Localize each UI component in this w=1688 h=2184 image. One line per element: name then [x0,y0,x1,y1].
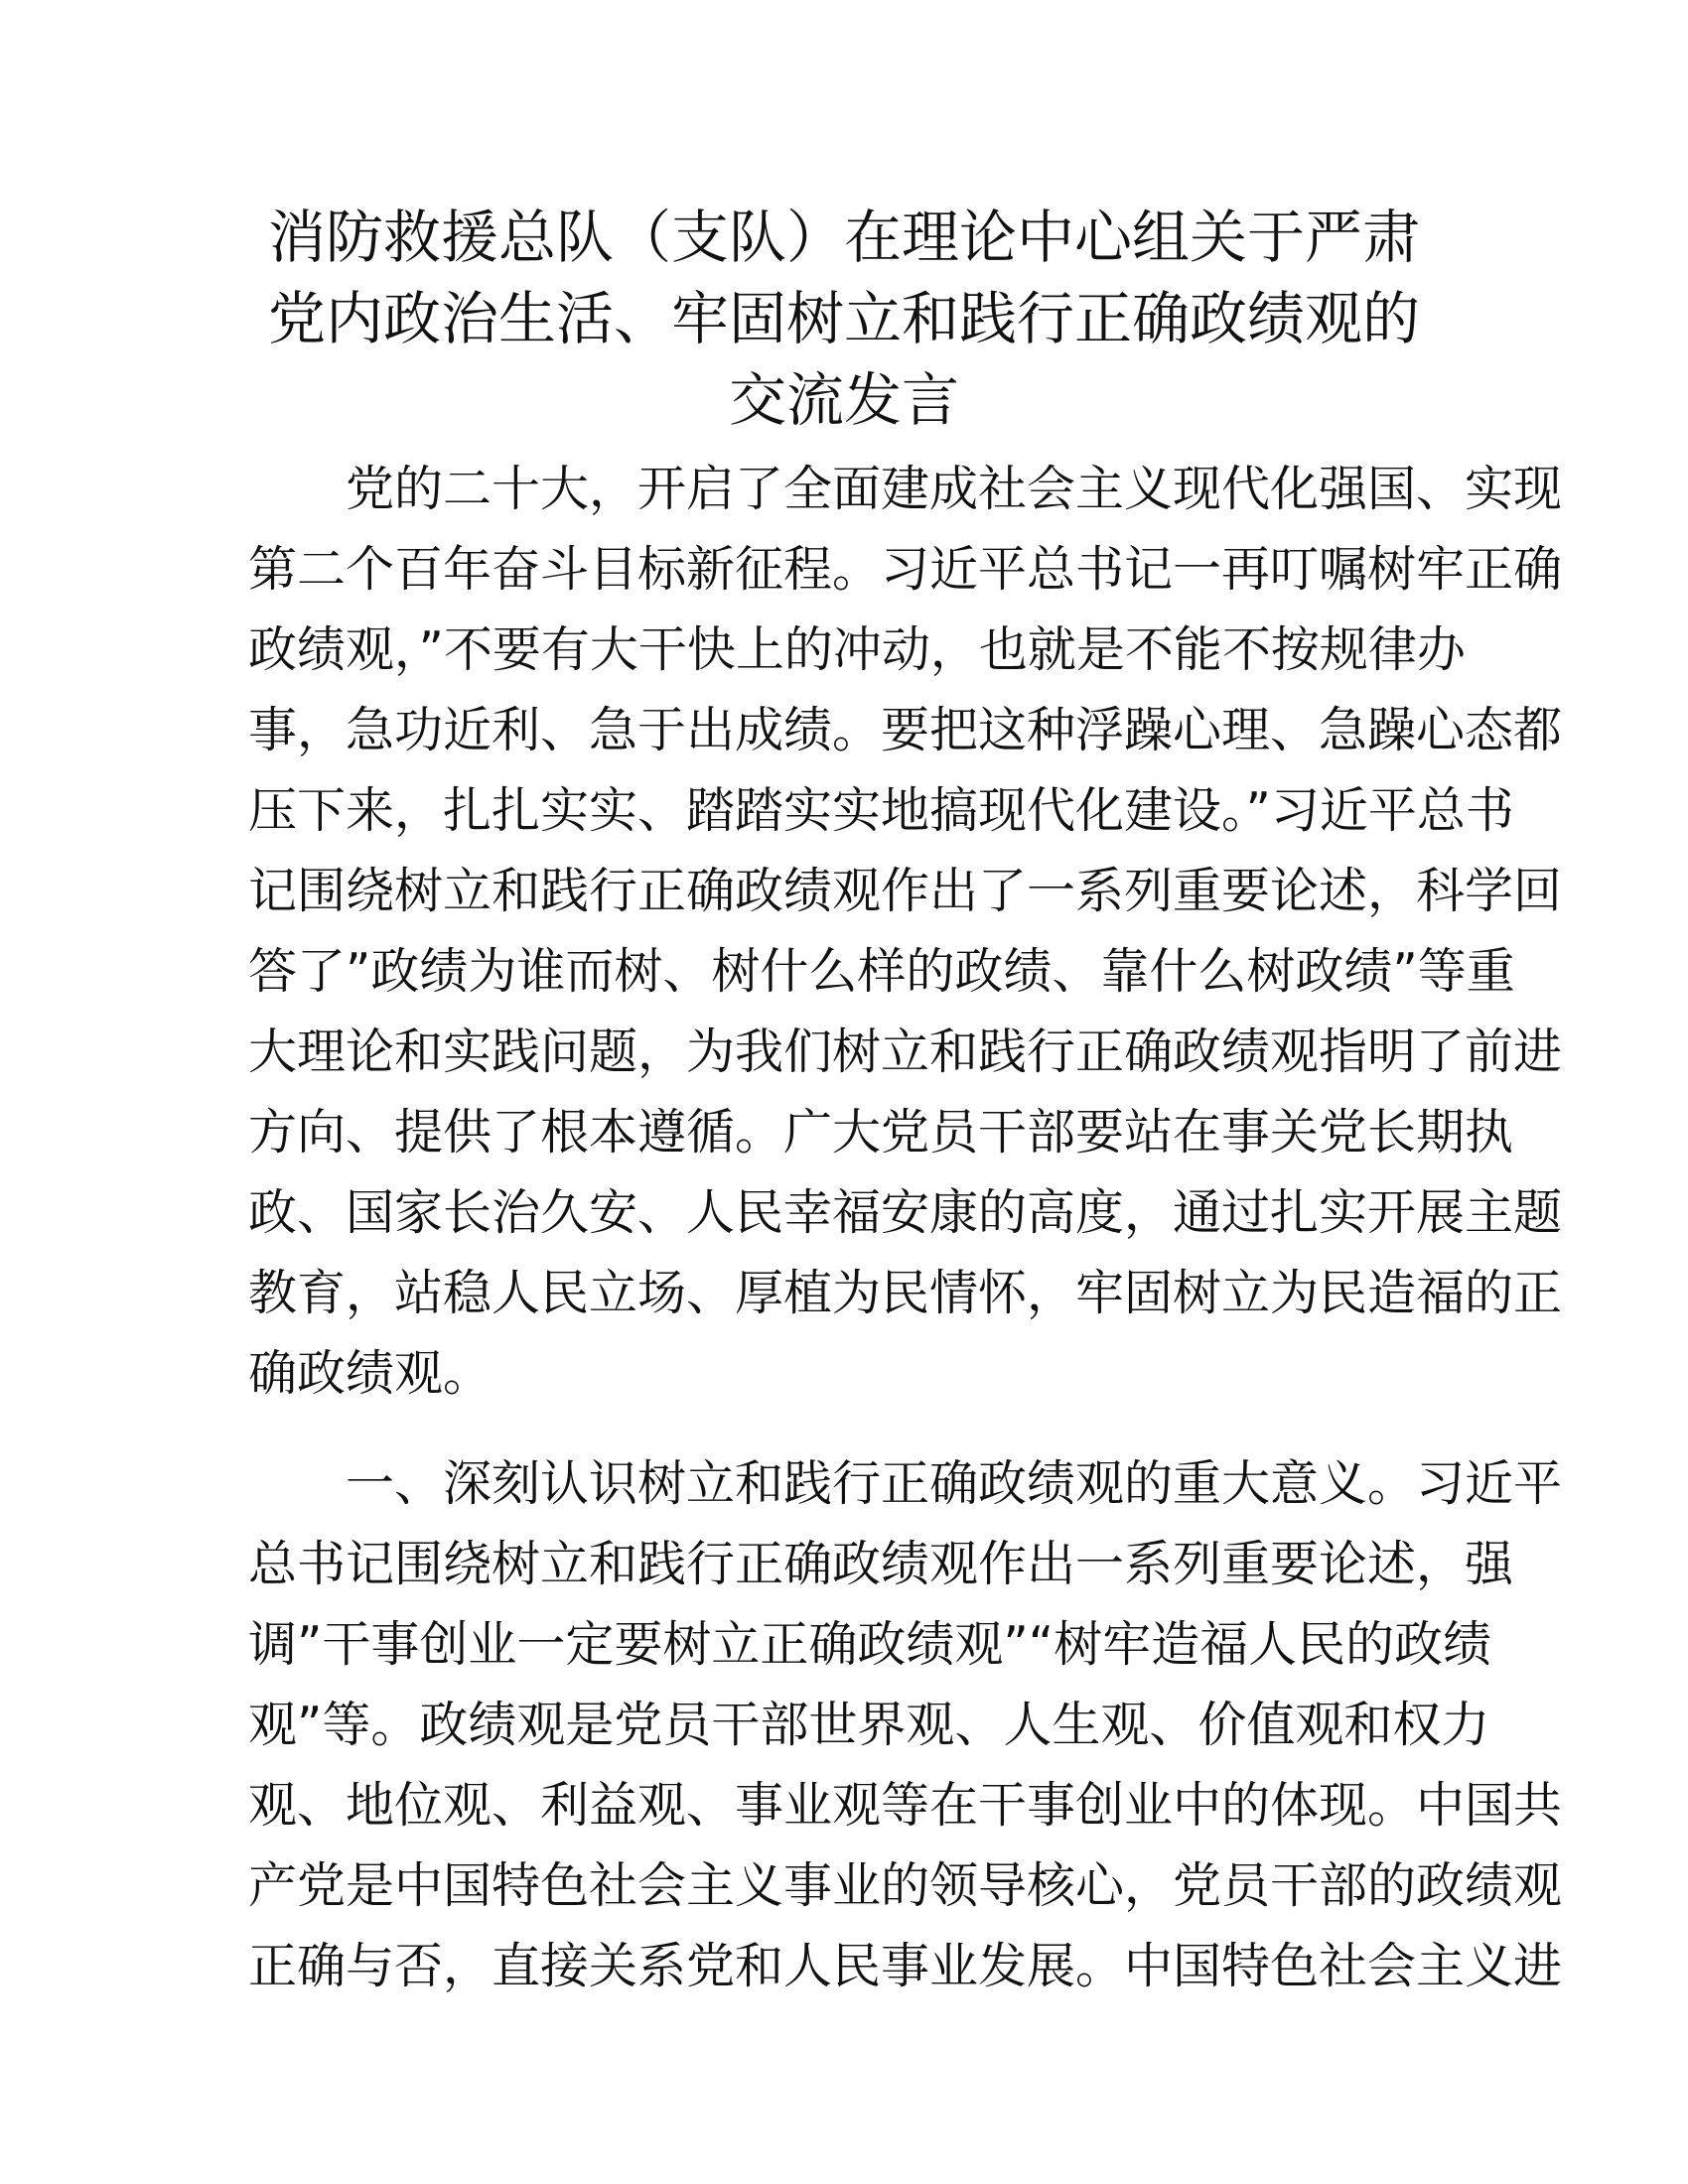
title-line: 党内政治生活、牢固树立和践行正确政绩观的 [267,285,1420,352]
paragraph-intro [248,449,1563,1414]
text-line: 压下来，扎扎实实、踏踏实实地搞现代化建设。”习近平总书 [248,782,1514,839]
text-line: 记围绕树立和践行正确政绩观作出了一系列重要论述，科学回 [248,863,1563,919]
text-line: 政绩观，”不要有大干快上的冲动，也就是不能不按规律办 [248,621,1466,678]
text-line: 调”干事创业一定要树立正确政绩观”“树牢造福人民的政绩 [248,1616,1492,1673]
title-line: 交流发言 [728,366,959,434]
text-line: 总书记围绕树立和践行正确政绩观作出一系列重要论述，强 [248,1536,1514,1592]
text-line: 答了”政绩为谁而树、树什么样的政绩、靠什么树政绩”等重 [248,943,1515,1000]
document-body [248,449,1563,2006]
text-line: 一、深刻认识树立和践行正确政绩观的重大意义。习近平 [346,1455,1563,1512]
text-line: 产党是中国特色社会主义事业的领导核心，党员干部的政绩观 [248,1857,1563,1914]
document-title [248,197,1440,441]
text-line: 教育，站稳人民立场、厚植为民情怀，牢固树立为民造福的正 [248,1265,1563,1321]
text-line: 方向、提供了根本遵循。广大党员干部要站在事关党长期执 [248,1104,1514,1160]
paragraph-section-one [248,1443,1563,2006]
text-line: 党的二十大，开启了全面建成社会主义现代化强国、实现 [346,461,1563,517]
text-line: 正确与否，直接关系党和人民事业发展。中国特色社会主义进 [248,1938,1563,1994]
text-line: 事，急功近利、急于出成绩。要把这种浮躁心理、急躁心态都 [248,702,1563,758]
paragraph-spacer [248,1414,1440,1443]
text-line: 大理论和实践问题，为我们树立和践行正确政绩观指明了前进 [248,1024,1563,1080]
text-line: 观、地位观、利益观、事业观等在干事创业中的体现。中国共 [248,1777,1563,1834]
text-line: 政、国家长治久安、人民幸福安康的高度，通过扎实开展主题 [248,1184,1563,1241]
text-line: 观”等。政绩观是党员干部世界观、人生观、价值观和权力 [248,1697,1490,1753]
text-line: 确政绩观。 [248,1345,492,1402]
title-line: 消防救援总队（支队）在理论中心组关于严肃 [267,204,1420,271]
text-line: 第二个百年奋斗目标新征程。习近平总书记一再叮嘱树牢正确 [248,541,1563,598]
